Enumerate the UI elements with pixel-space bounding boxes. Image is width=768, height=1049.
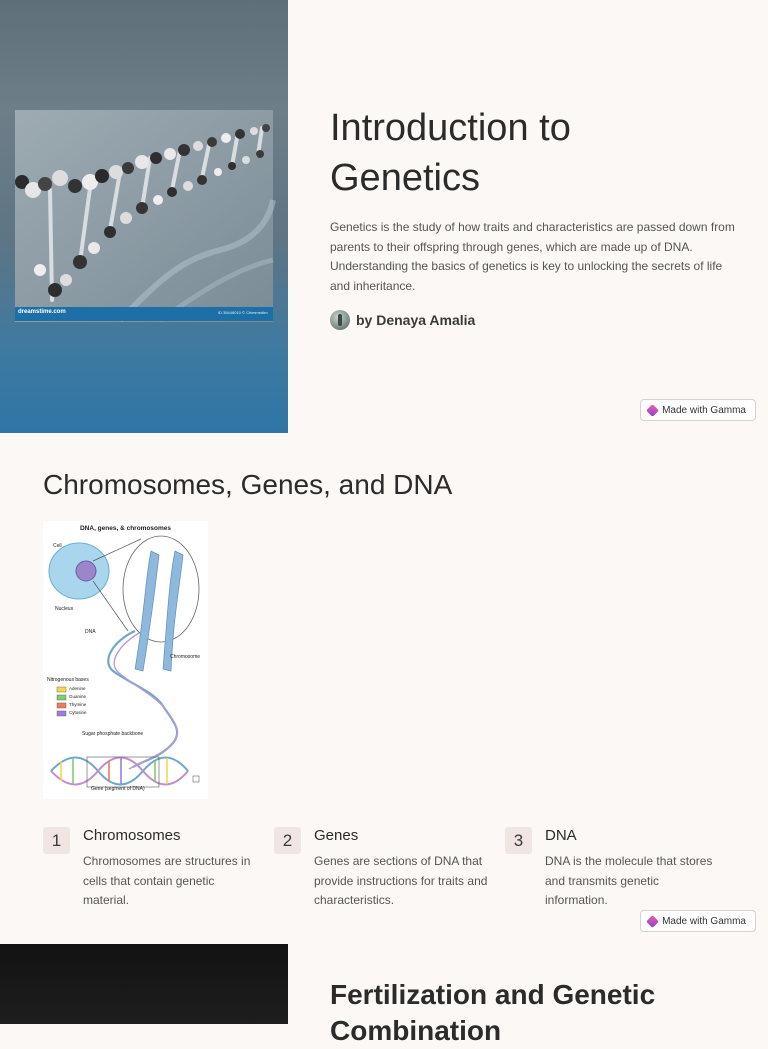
item-description: Genes are sections of DNA that provide instructions for traits and characteristics. [314,854,488,907]
gamma-logo-icon [646,404,659,417]
author-line [330,310,475,330]
item-title: DNA [545,827,577,844]
made-with-gamma-button[interactable] [640,910,756,932]
slide-image [0,944,288,1024]
gamma-logo-icon [646,915,659,928]
avatar [330,310,350,330]
base-guanine: Guanine [69,694,87,699]
chromosomes-slide [0,433,768,944]
diagram-label-chromosome: Chromosome [170,654,201,660]
slide-title: Fertilization and Genetic Combination [330,979,656,1046]
author-name: by Denaya Amalia [356,312,476,328]
base-thymine: Thymine [69,702,87,707]
base-cytosine: Cytosine [69,710,87,715]
item-number: 2 [274,827,301,854]
slide-description: Genetics is the study of how traits and characteristics are passed down from parents to their offspring through genes, which are made up of DNA. Understanding the basics of genetics is key to unlocking the secrets of life and inheritance. [330,220,735,293]
item-number: 1 [43,827,70,854]
diagram-label-nucleus: Nucleus [55,606,74,612]
diagram-label-backbone: Sugar phosphate backbone [82,731,144,737]
dna-genes-chromosomes-diagram [43,521,208,799]
item-title: Genes [314,827,359,844]
item-description: DNA is the molecule that stores and transmits genetic information. [545,854,713,907]
item-title: Chromosomes [83,827,181,844]
image-id: ID 35448010 © Chimmedtm [218,310,268,315]
fertilization-slide [0,944,768,1046]
item-number: 3 [505,827,532,854]
slide-title: Introduction to Genetics [330,107,571,199]
diagram-label-dna: DNA [85,629,96,635]
base-adenine: Adenine [69,686,86,691]
title-slide [0,0,768,433]
badge-label: Made with Gamma [662,915,746,927]
diagram-label-bases: Nitrogenous bases [47,677,89,683]
image-watermark: dreamstime.com [18,309,66,315]
item-description: Chromosomes are structures in cells that contain genetic material. [83,854,251,907]
made-with-gamma-button[interactable] [640,399,756,421]
badge-label: Made with Gamma [662,404,746,416]
diagram-label-gene: Gene (segment of DNA) [91,786,145,792]
diagram-heading: DNA, genes, & chromosomes [79,525,172,532]
dna-model-image [0,0,288,433]
diagram-label-cell: Cell [53,543,62,549]
slide-title: Chromosomes, Genes, and DNA [43,469,453,500]
